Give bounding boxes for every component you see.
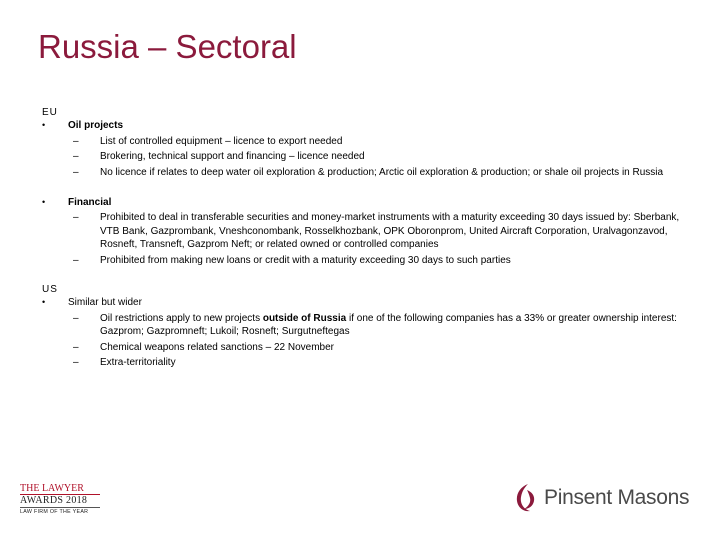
bullet-icon: • [42,197,46,208]
bullet-icon: • [42,297,46,308]
pinsent-masons-mark-icon [514,481,540,515]
dash-icon: – [73,151,79,163]
dash-icon: – [73,357,79,369]
list-item: – Prohibited to deal in transferable securities and money-market instruments with a maturity exceeding 30 days issued by: Sberbank, VTB Bank, Gazprombank, Vneshconombank, Rosselkhozbank, OPK Oboronprom, United Aircraft Corporation, Uralvagonzavod, Rosneft, Transneft, Gazprom Neft; or related owned or controlled companies [73,212,680,251]
slide-title: Russia – Sectoral [38,28,297,65]
logo-name: Pinsent Masons [544,486,690,509]
lawyer-awards-logo [20,483,100,517]
eu-label: EU [42,107,58,118]
list-item: – Brokering, technical support and financing – licence needed [73,151,365,163]
dash-icon: – [73,254,79,266]
dash-icon: – [73,312,79,324]
us-intro: Similar but wider [68,297,142,309]
us-label: US [42,284,58,296]
list-item: – Chemical weapons related sanctions – 22 November [73,341,335,353]
dash-icon: – [73,135,79,147]
eu-bullet-financial [42,196,682,267]
award-line-1: THE LAWYER [20,483,100,495]
slide-content [42,106,682,370]
pinsent-masons-logo [514,480,689,516]
bullet-icon: • [42,120,46,131]
oil-projects-heading: Oil projects [68,120,124,132]
dash-icon: – [73,166,79,178]
list-item: – Prohibited from making new loans or credit with a maturity exceeding 30 days to such parties [73,254,511,266]
us-bullet [42,296,682,369]
list-item: – No licence if relates to deep water oil exploration & production; Arctic oil exploration & production; or shale oil projects in Russia [73,166,664,178]
eu-bullet-oil [42,119,682,179]
list-item: – Oil restrictions apply to new projects outside of Russia if one of the following companies has a 33% or greater ownership interest: Gazprom; Gazpromneft; Lukoil; Rosneft; Surgutneftegas [73,312,677,338]
financial-heading: Financial [68,197,112,209]
dash-icon: – [73,212,79,224]
list-item: – List of controlled equipment – licence to export needed [73,135,343,147]
dash-icon: – [73,341,79,353]
list-item: – Extra-territoriality [73,357,176,369]
award-line-2: AWARDS 2018 [20,495,88,506]
award-line-3: LAW FIRM OF THE YEAR [20,507,100,516]
